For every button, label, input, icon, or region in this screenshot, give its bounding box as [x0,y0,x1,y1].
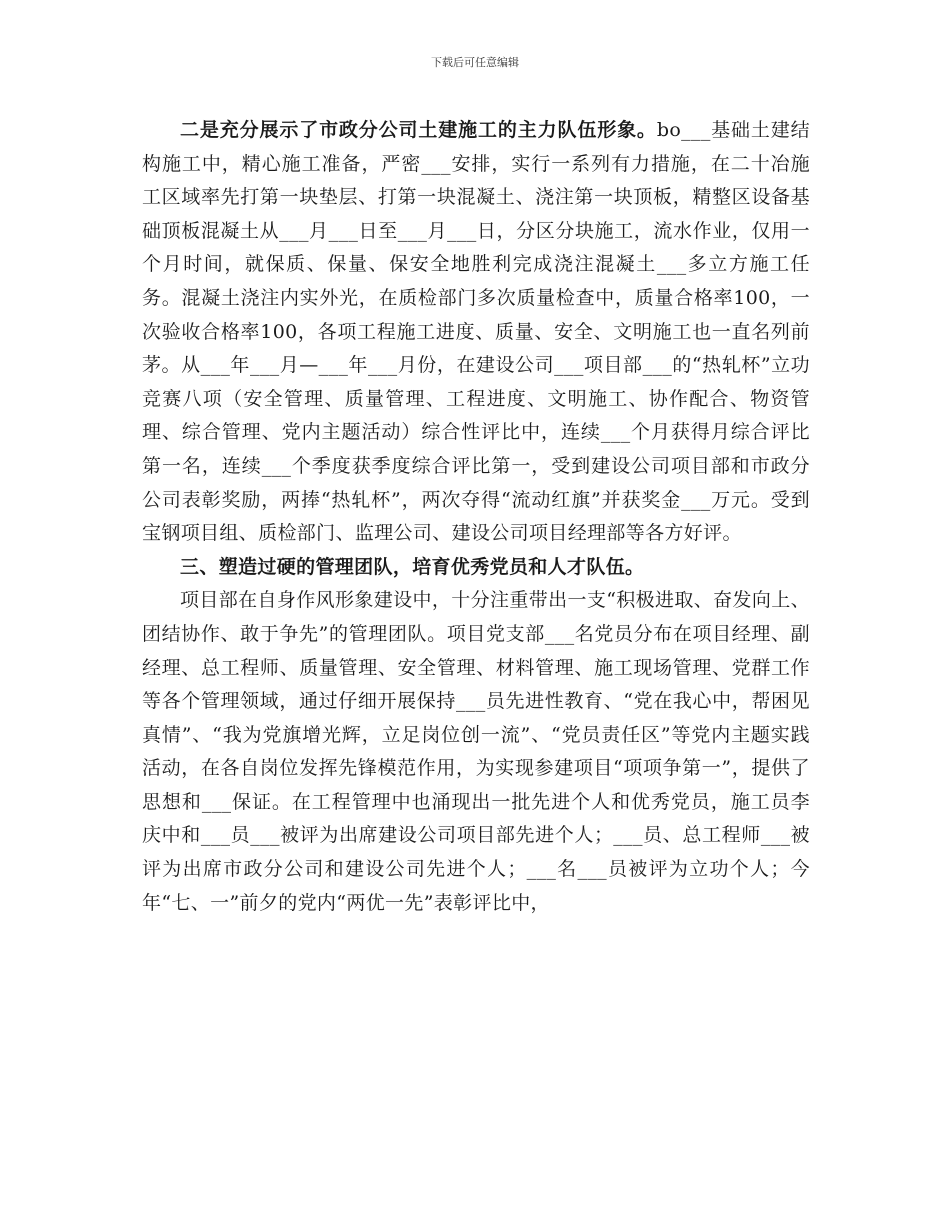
section-heading: 三、塑造过硬的管理团队，培育优秀党员和人才队伍。 [180,555,645,578]
paragraph-3: 项目部在自身作风形象建设中，十分注重带出一支“积极进取、奋发向上、团结协作、敢于争先”的管理团队。项目党支部___名党员分布在项目经理、副经理、总工程师、质量管理、安全管理、材料管理、施工现场管理、党群工作等各个管理领域，通过仔细开展保持___员先进性教育、“党在我心中，帮困见真情”、“我为党旗增光辉，立足岗位创一流”、“党员责任区”等党内主题实践活动，在各自岗位发挥先锋模范作用，为实现参建项目“项项争第一”，提供了思想和___保证。在工程管理中也涌现出一批先进个人和优秀党员，施工员李庆中和___员___被评为出席建设公司项目部先进个人；___员、总工程师___被评为出席市政分公司和建设公司先进个人；___名___员被评为立功个人；今年“七、一”前夕的党内“两优一先”表彰评比中， [142,589,810,914]
paragraph-1-text: bo___基础土建结构施工中，精心施工准备，严密___安排，实行一系列有力措施，在二十冶施工区域率先打第一块垫层、打第一块混凝土、浇注第一块顶板，精整区设备基础顶板混凝土从___月___日至___月___日，分区分块施工，流水作业，仅用一个月时间，就保质、保量、保安全地胜利完成浇注混凝土___多立方施工任务。混凝土浇注内实外光，在质检部门多次质量检查中，质量合格率100，一次验收合格率100，各项工程施工进度、质量、安全、文明施工也一直名列前茅。从___年___月—___年___月份，在建设公司___项目部___的“热轧杯”立功竞赛八项（安全管理、质量管理、工程进度、文明施工、协作配合、物资管理、综合管理、党内主题活动）综合性评比中，连续___个月获得月综合评比第一名，连续___个季度获季度综合评比第一，受到建设公司项目部和市政分公司表彰奖励，两捧“热轧杯”，两次夺得“流动红旗”并获奖金___万元。受到宝钢项目组、质检部门、监理公司、建设公司项目经理部等各方好评。 [142,119,810,545]
paragraph-1 [142,114,810,551]
page-header: 下载后可任意编辑 [431,56,519,69]
paragraph-1-lead: 二是充分展示了市政分公司土建施工的主力队伍形象。 [180,119,657,141]
document-body [142,114,810,920]
